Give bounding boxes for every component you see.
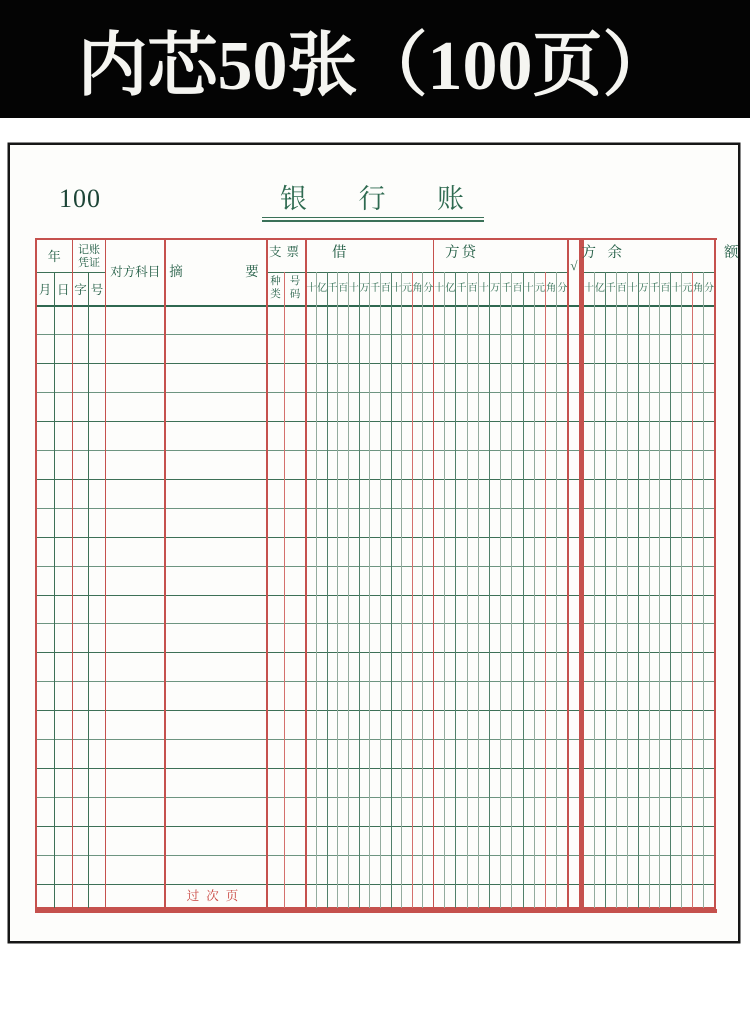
credit-digit-label: 十 — [478, 283, 489, 295]
credit-digit-separator — [478, 272, 479, 908]
credit-digit-label: 角 — [546, 283, 557, 295]
balance-digit-separator — [670, 272, 671, 908]
credit-digit-separator — [556, 272, 557, 908]
debit-digit-separator — [401, 272, 402, 908]
carry-forward-label: 过次页 — [186, 889, 246, 904]
table-bottom-border — [35, 909, 717, 913]
balance-digit-separator — [627, 272, 628, 908]
page-number: 100 — [59, 184, 101, 214]
col-header-counterpart-account: 对方科目 — [110, 264, 161, 279]
header-bottom-line — [36, 305, 715, 307]
row-line — [36, 884, 715, 885]
debit-digit-separator — [359, 272, 360, 908]
col-header-cheque-type — [267, 273, 284, 304]
debit-digit-separator — [369, 272, 370, 908]
balance-digit-label: 百 — [616, 283, 627, 295]
row-line — [36, 392, 715, 393]
debit-digit-label: 十 — [348, 283, 359, 295]
balance-digit-separator — [594, 272, 595, 908]
balance-digit-separator — [638, 272, 639, 908]
col-header-debit-char: 借 — [332, 244, 347, 261]
header-separator — [36, 272, 106, 273]
ledger-sheet-photo — [10, 145, 738, 941]
row-line — [36, 363, 715, 364]
balance-digit-separator — [649, 272, 650, 908]
row-line — [36, 681, 715, 682]
credit-digit-label: 十 — [434, 283, 445, 295]
debit-digit-separator — [327, 272, 328, 908]
credit-digit-separator — [534, 272, 535, 908]
credit-digit-separator — [523, 272, 524, 908]
col-header-voucher-word: 字 — [74, 282, 87, 297]
section-border — [433, 239, 435, 908]
debit-digit-separator — [316, 272, 317, 908]
credit-digit-label: 百 — [467, 283, 478, 295]
debit-digit-separator — [337, 272, 338, 908]
balance-digit-label: 万 — [638, 283, 649, 295]
debit-digit-separator — [391, 272, 392, 908]
debit-digit-separator — [422, 272, 423, 908]
balance-left-border — [581, 239, 584, 908]
col-header-voucher — [73, 243, 106, 270]
col-header-credit-char: 贷 — [461, 244, 476, 261]
row-line — [36, 537, 715, 538]
column-border — [266, 239, 267, 908]
debit-digit-label: 百 — [380, 283, 391, 295]
row-line — [36, 710, 715, 711]
debit-yuan-jiao-separator — [412, 272, 413, 908]
month-day-separator — [54, 272, 55, 908]
debit-digit-label: 分 — [423, 283, 434, 295]
col-header-voucher-number: 号 — [90, 282, 104, 297]
credit-digit-label: 千 — [456, 283, 467, 295]
title-underline — [262, 217, 484, 218]
col-header-balance-char: 余 — [607, 244, 622, 261]
section-border — [305, 239, 307, 908]
col-header-cheque-number — [284, 273, 306, 304]
row-line — [36, 826, 715, 827]
cheque-type-number-separator — [284, 272, 285, 908]
credit-digit-label: 万 — [490, 283, 501, 295]
sheet-title-char: 行 — [358, 184, 386, 215]
balance-digit-separator — [703, 272, 704, 908]
credit-digit-label: 亿 — [445, 283, 456, 295]
credit-digit-separator — [489, 272, 490, 908]
col-header-cheque-number-char: 码 — [289, 288, 301, 300]
balance-digit-label: 十 — [627, 283, 638, 295]
row-line — [36, 508, 715, 509]
credit-digit-label: 百 — [512, 283, 523, 295]
debit-digit-label: 亿 — [316, 283, 327, 295]
title-underline — [262, 220, 484, 221]
row-line — [36, 479, 715, 480]
col-header-cheque-number-char: 号 — [289, 276, 301, 288]
col-header-cheque-type-char: 种 — [270, 276, 281, 288]
column-border — [105, 239, 106, 908]
credit-yuan-jiao-separator — [545, 272, 546, 908]
table-left-border — [35, 239, 37, 913]
balance-digit-label: 百 — [660, 283, 671, 295]
debit-digit-label: 十 — [306, 283, 317, 295]
sheet-title-char: 账 — [437, 184, 464, 215]
credit-digit-separator — [511, 272, 512, 908]
balance-digit-label: 分 — [704, 283, 715, 295]
word-number-separator — [88, 272, 89, 908]
credit-digit-separator — [455, 272, 456, 908]
row-line — [36, 855, 715, 856]
credit-digit-label: 千 — [501, 283, 512, 295]
balance-yuan-jiao-separator — [692, 272, 693, 908]
column-border — [164, 239, 165, 908]
tick-column-border — [567, 239, 568, 908]
debit-digit-label: 角 — [412, 283, 423, 295]
balance-digit-separator — [659, 272, 660, 908]
col-header-credit-char: 方 — [581, 244, 596, 261]
col-header-balance — [584, 239, 750, 267]
debit-digit-label: 百 — [338, 283, 349, 295]
col-header-day: 日 — [56, 282, 70, 297]
sheet-title-char: 银 — [280, 184, 307, 215]
debit-digit-label: 万 — [359, 283, 370, 295]
debit-digit-separator — [348, 272, 349, 908]
product-banner — [0, 0, 750, 118]
credit-digit-label: 分 — [557, 283, 568, 295]
row-line — [36, 595, 715, 596]
banner-text: 内芯50张（100页） — [77, 27, 673, 105]
row-line — [36, 623, 715, 624]
balance-digit-label: 十 — [671, 283, 682, 295]
row-line — [36, 566, 715, 567]
row-line — [36, 450, 715, 451]
col-header-cheque-type-char: 类 — [270, 288, 281, 300]
col-header-summary-left: 摘 — [169, 264, 183, 280]
col-header-debit-char: 方 — [445, 244, 460, 261]
col-header-month: 月 — [38, 282, 52, 297]
debit-digit-label: 千 — [370, 283, 381, 295]
column-border — [72, 239, 73, 908]
credit-digit-separator — [500, 272, 501, 908]
credit-digit-label: 十 — [523, 283, 534, 295]
balance-digit-separator — [605, 272, 606, 908]
row-line — [36, 739, 715, 740]
row-line — [36, 334, 715, 335]
debit-digit-label: 十 — [391, 283, 402, 295]
balance-digit-separator — [616, 272, 617, 908]
debit-digit-label: 千 — [327, 283, 338, 295]
row-line — [36, 797, 715, 798]
balance-digit-label: 亿 — [594, 283, 605, 295]
col-header-tick-mark: √ — [570, 257, 578, 273]
col-header-voucher-char: 凭证 — [78, 256, 100, 269]
balance-digit-label: 十 — [583, 283, 594, 295]
col-header-year: 年 — [47, 249, 61, 265]
table-right-border — [714, 239, 716, 913]
credit-digit-label: 元 — [534, 283, 545, 295]
row-line — [36, 652, 715, 653]
row-line — [36, 768, 715, 769]
balance-digit-separator — [681, 272, 682, 908]
col-header-voucher-char: 记账 — [78, 243, 100, 256]
col-header-summary-right: 要 — [245, 264, 259, 280]
col-header-balance-char: 额 — [724, 244, 739, 261]
balance-digit-label: 角 — [693, 283, 704, 295]
balance-digit-label: 元 — [682, 283, 693, 295]
credit-digit-separator — [444, 272, 445, 908]
row-line — [36, 421, 715, 422]
debit-digit-separator — [380, 272, 381, 908]
balance-digit-label: 千 — [649, 283, 660, 295]
credit-digit-separator — [467, 272, 468, 908]
col-header-cheque: 支票 — [268, 244, 304, 259]
sheet-title — [280, 185, 464, 215]
balance-digit-label: 千 — [605, 283, 616, 295]
debit-digit-label: 元 — [401, 283, 412, 295]
